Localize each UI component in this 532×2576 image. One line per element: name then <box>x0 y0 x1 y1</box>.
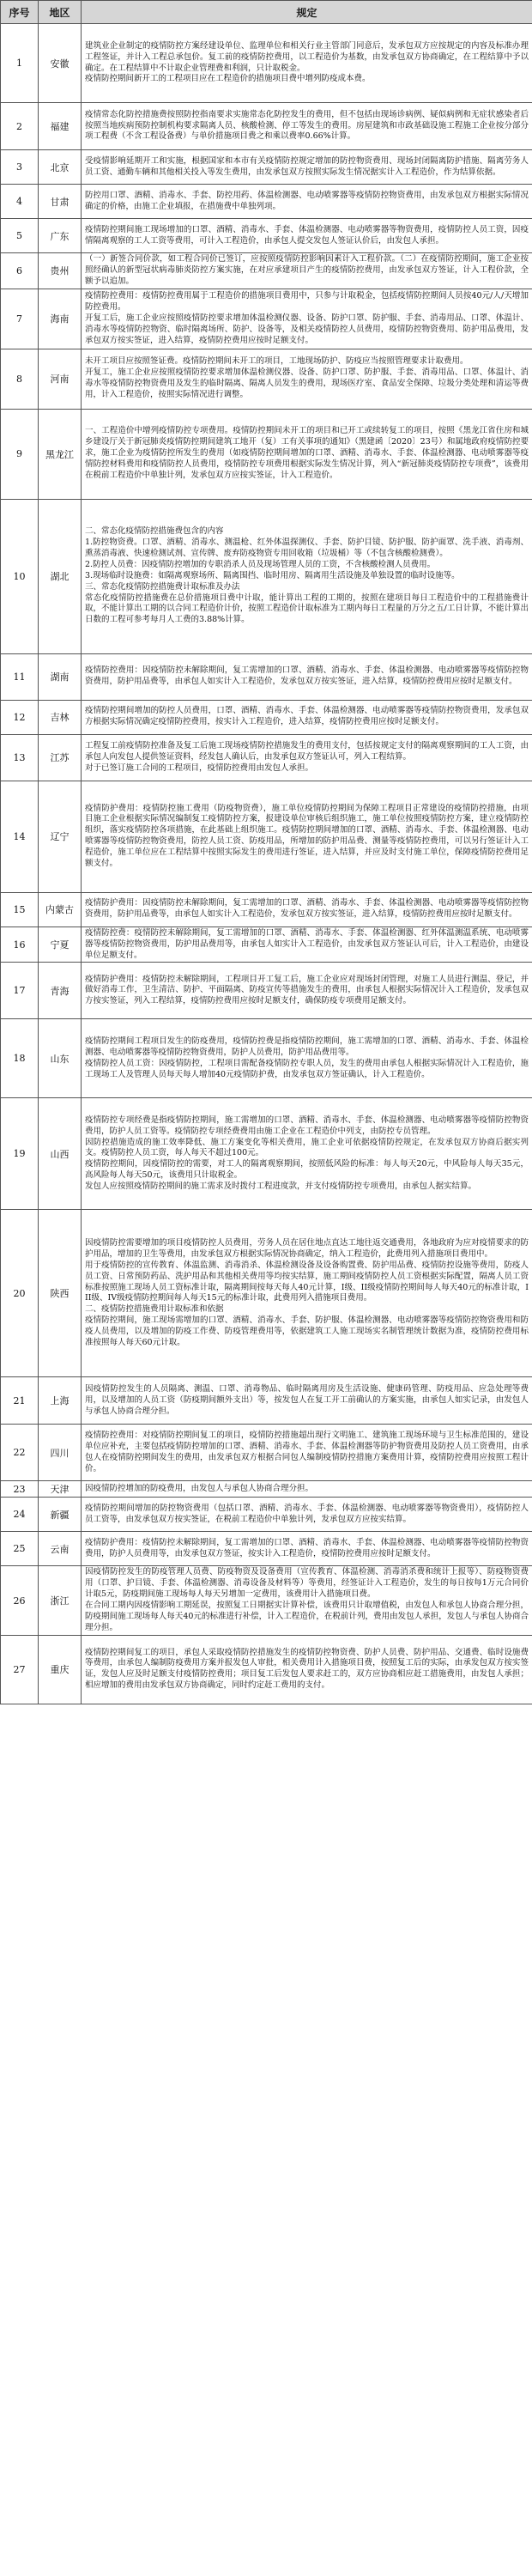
header-row <box>1 1 532 24</box>
table-row <box>1 1019 532 1098</box>
row-region: 湖南 <box>39 653 82 700</box>
row-rule <box>82 1098 532 1210</box>
row-number: 22 <box>1 1425 39 1481</box>
row-region: 黑龙江 <box>39 409 82 499</box>
row-number: 21 <box>1 1377 39 1425</box>
header-region: 地区 <box>39 1 82 24</box>
table-row <box>1 1635 532 1704</box>
row-rule <box>82 150 532 185</box>
row-region: 福建 <box>39 103 82 150</box>
row-rule <box>82 1498 532 1532</box>
rule-paragraph: 2.防控人员费：因疫情防控增加的专职消杀人员及现场管理人员的工资，不含核酸检测人员费用。 <box>85 559 436 569</box>
row-number: 19 <box>1 1098 39 1210</box>
rule-paragraph: 疫情防控费用：对疫情防控期间复工的项目，疫情防控措施超出现行文明施工、建筑施工现场环境与卫生标准范围的，建设单位应补充，主要包括疫情防控增加的口罩、酒精、消毒水、手套、体温检测器等防护物资费用及防控人员工资费用，由承包人在疫情防控期间发生的费用，由发承包双方根据合同包人编制疫情防控措施方案费用计算，疫情防控费用应按照工程计价。 <box>85 1431 529 1473</box>
row-rule <box>82 892 532 927</box>
row-rule <box>82 653 532 700</box>
table-row <box>1 1210 532 1377</box>
row-rule <box>82 185 532 219</box>
row-region: 四川 <box>39 1425 82 1481</box>
table-row <box>1 499 532 653</box>
row-number: 24 <box>1 1498 39 1532</box>
row-number: 9 <box>1 409 39 499</box>
row-number: 4 <box>1 185 39 219</box>
rule-paragraph: 发包人应按照疫情防控期间的施工需求及时拨付工程进度款，并支付疫情防控专项费用，由承包人据实结算。 <box>85 1182 477 1192</box>
table-row <box>1 349 532 409</box>
rule-paragraph: 常态化疫情防控措施费在总价措施项目费中计取，能计算出工程的工期的，按照在建项目每日工程造价中的工程措施费计取，不能计算出工期的以合同工程造价计价，按照工程造价计取标准为工期内每日工程量的万分之五/工日计算，不能计算出日数的工程可参考每月人工费的3.88%计算。 <box>85 592 529 625</box>
rule-paragraph: 二、常态化疫情防控措施费包含的内容 <box>85 526 224 537</box>
row-region: 北京 <box>39 150 82 185</box>
rule-paragraph: 对于已签订施工合同的工程项目，疫情防控费用由发包人承担。 <box>85 762 314 773</box>
row-region: 陕西 <box>39 1210 82 1377</box>
rule-paragraph: 建筑业企业制定的疫情防控方案经建设单位、监理单位和相关行业主管部门同意后，发承包双方应按规定的内容及标准办理工程签证，并计入工程总承包价。复工前的疫情防控费用，以工程造价为基数，由发承包双方协商确定，在工程结算中予以确定。在工程结算中不计取企业管理费和利润，只计取税金。 <box>85 40 529 73</box>
table-row <box>1 409 532 499</box>
rule-paragraph: 疫情防护费用：疫情防控施工费用（防疫物资费），施工单位疫情防控期间为保障工程项目正常建设的疫情防控措施，由项目施工企业根据实际情况编制复工疫情防控方案，报建设单位审核后组织施工，施工单位按照疫情防控方案，建立疫情防控组织，落实疫情防控各项措施，在此基础上组织施工。疫情防控期间增加的口罩、酒精、消毒水、手套、体温检测器、电动喷雾器等疫情防控物资费用，防控人员工资、防疫用品，所增加的防护用品费、测量等疫情防控费用，可以另行签证计入工程造价，施工单位应在工程结算中按照实际发生的费用进行签证，进入结算，并应及时支付施工单位，保障疫情防控费用足额支付。 <box>85 803 529 869</box>
rule-paragraph: 工程复工前疫情防控准备及复工后施工现场疫情防控措施发生的费用支付，包括按规定支付的隔离观察期间的工人工资，由承包人向发包人提供签证资料，经发包人确认后，由发承包双方签证认可，列入工程结算。 <box>85 740 529 762</box>
row-number: 23 <box>1 1481 39 1498</box>
rule-paragraph: 疫情防控费：疫情防控未解除期间，复工需增加的口罩、酒精、消毒水、手套、体温检测器、红外体温测温系统、电动喷雾器等疫情防控物资费用，防护用品费用等，由承包人如实计入工程造价，由发承包双方签证认可后，计入工程造价，由建设单位足额支付。 <box>85 927 529 960</box>
table-body <box>1 24 532 1704</box>
row-number: 6 <box>1 253 39 289</box>
row-rule <box>82 734 532 781</box>
table-row <box>1 781 532 892</box>
row-rule <box>82 1635 532 1704</box>
rule-paragraph: 开复工，施工企业应按照疫情防控要求增加体温检测仪器、设备、防护口罩、防护服、手套、消毒用品、口罩、体温计、消毒水等疫情防控物资费用及发生的临时隔离、隔离人员发生的费用，现场医疗室、食品安全保障、垃圾分类处理和清运等费用，计入工程造价，按照实际情况进行调整。 <box>85 368 529 400</box>
rule-paragraph: 用于疫情防控的宣传教育、体温监测、消毒消杀、体温检测设备及设备购置费、防护用品费、疫情防控设施等费用，防疫人员工资、日常预防药品、洗护用品和其他相关费用等均按实结算，施工期间疫情防控人员工资根据实际配置，隔离人员工资标准按照施工现场人员工资标准计取，隔离期间按每天每人40元计算，I级、II级疫情防控期间每人每天40元的标准计取，III级、IV级疫情防控期间每人每天15元的标准计取，此费用列入措施项目费用。 <box>85 1260 529 1303</box>
row-region: 山东 <box>39 1019 82 1098</box>
row-number: 3 <box>1 150 39 185</box>
row-rule <box>82 1566 532 1635</box>
row-number: 15 <box>1 892 39 927</box>
row-region: 内蒙古 <box>39 892 82 927</box>
rule-paragraph: 疫情防控费用：疫情防控费用属于工程造价的措施项目费用中，只参与计取税金，包括疫情防控期间人员按40元/人/天增加防控费用。 <box>85 290 529 312</box>
row-rule <box>82 1210 532 1377</box>
row-number: 26 <box>1 1566 39 1635</box>
row-number: 13 <box>1 734 39 781</box>
row-region: 新疆 <box>39 1498 82 1532</box>
row-rule <box>82 289 532 349</box>
row-region: 湖北 <box>39 499 82 653</box>
table-row <box>1 150 532 185</box>
row-rule <box>82 700 532 734</box>
rule-paragraph: 受疫情影响延期开工和实施，根据国家和本市有关疫情防控规定增加的防控物资费用、现场封闭隔离防护措施、隔离劳务人员工资、通勤车辆和其他相关投入等发生费用，由发承包双方按照实际发生情况据实计入工程造价，作为结算依据。 <box>85 155 529 177</box>
row-region: 江苏 <box>39 734 82 781</box>
rule-paragraph: 疫情防护费用：因疫情防控未解除期间，复工需增加的口罩、酒精、消毒水、手套、体温检测器、电动喷雾器等疫情防控物资费用，防护用品费等，由承包人如实计入工程造价，发承包双方按实签证，进入结算，疫情防控费用应按时足额支付。 <box>85 898 529 920</box>
row-rule <box>82 219 532 253</box>
rule-paragraph: 开复工后，施工企业应按照疫情防控要求增加体温检测仪器、设备、防护口罩、防护服、手套、消毒用品、口罩、体温计、消毒水等疫情防控物资、临时隔离场所、防护、设备等，及相关疫情防控人员费用，疫情防控物资费用、防护用品费用，发承包双方按实签证，进入结算，疫情防控费用应按时足额支付。 <box>85 313 529 345</box>
rule-paragraph: 疫情防控期间增加的防控物资费用（包括口罩、酒精、消毒水、手套、体温检测器、电动喷雾器等物资费用），疫情防控人员工资等，由发承包双方按实签证，在税前工程造价中单独计列，发承包双方应按实结算。 <box>85 1504 529 1524</box>
table-row <box>1 927 532 963</box>
rule-paragraph: （一）新签合同价款，如工程合同价已签订，应按照疫情防控影响因素计入工程价款。（二）在疫情防控期间，施工企业按照经确认的新型冠状病毒肺炎防控方案实施，在对应承建项目产生的疫情防控费用，由发承包双方签证，计入工程价款，全额予以追加。 <box>85 254 529 286</box>
row-number: 20 <box>1 1210 39 1377</box>
table-row <box>1 1498 532 1532</box>
row-rule <box>82 499 532 653</box>
rule-paragraph: 疫情防控期间工程项目发生的防疫费用，疫情防控费是指疫情防控期间，施工需增加的口罩、酒精、消毒水、手套、体温检测器、电动喷雾器等疫情防控物资费用，防护人员费用，防护用品费用等。 <box>85 1036 529 1058</box>
row-rule <box>82 1019 532 1098</box>
row-number: 25 <box>1 1532 39 1566</box>
table-row <box>1 1425 532 1481</box>
row-region: 安徽 <box>39 24 82 103</box>
table-row <box>1 289 532 349</box>
row-region: 贵州 <box>39 253 82 289</box>
table-row <box>1 219 532 253</box>
rule-paragraph: 三、常态化疫情防控措施费计取标准及办法 <box>85 581 240 592</box>
rule-paragraph: 在合同工期内因疫情影响工期延误，按照复工日期据实计算补偿，该费用只计取增值税，由发包人和承包人协商合理分担，防疫期间施工现场每人每天40元的标准进行补偿，计入工程造价，在税前计列，费用由发包人承担，发包人与承包人协商合理分担。 <box>85 1601 529 1632</box>
row-number: 10 <box>1 499 39 653</box>
row-region: 青海 <box>39 963 82 1019</box>
row-number: 1 <box>1 24 39 103</box>
table-row <box>1 24 532 103</box>
rule-paragraph: 疫情防控期间，施工现场需增加的口罩、酒精、消毒水、手套、防护服、体温检测器、电动喷雾器等疫情防控物资费用和防疫人员费用，以及增加的防疫工作费、防疫管理费用等，依据建筑工人施工现场实名制管理统计数据为准，疫情防控费用标准按照每人每天60元计取。 <box>85 1315 529 1348</box>
row-region: 浙江 <box>39 1566 82 1635</box>
row-rule <box>82 963 532 1019</box>
rule-paragraph: 防控用口罩、酒精、消毒水、手套、防控用药、体温检测器、电动喷雾器等疫情防控物资费用，由发承包双方根据实际情况确定的价格，由施工企业填报，在措施费中单独列项。 <box>85 190 529 211</box>
row-rule <box>82 1377 532 1425</box>
table-row <box>1 1098 532 1210</box>
row-region: 宁夏 <box>39 927 82 963</box>
row-region: 天津 <box>39 1481 82 1498</box>
row-number: 7 <box>1 289 39 349</box>
table-row <box>1 1481 532 1498</box>
table-row <box>1 653 532 700</box>
row-rule <box>82 1481 532 1498</box>
row-region: 吉林 <box>39 700 82 734</box>
rule-paragraph: 疫情防控费用：因疫情防控未解除期间，复工需增加的口罩、酒精、消毒水、手套、体温检测器、电动喷雾器等疫情防控物资费用，防护用品费等，由承包人如实计入工程造价，发承包双方按实签证，进入结算，疫情防控费用应按时足额支付。 <box>85 665 529 687</box>
rule-paragraph: 疫情防护费用：疫情防控未解除期间，工程项目开工复工后，施工企业应对现场封闭管理，对施工人员进行测温、登记，并做好消毒工作，卫生清洁、防护、平面隔离、防疫宣传等措施发生的费用，由承包人根据实际情况计入工程造价，发承包双方按实签证，列入工程结算，疫情防控费用应按时足额支付，确保防疫专项费用足额支付。 <box>85 974 529 1006</box>
row-rule <box>82 781 532 892</box>
rule-paragraph: 疫情防控期间复工的项目，承包人采取疫情防控措施发生的疫情防控物资费、防护人员费、防护用品、交通费、临时设施费等费用，由承包人编制防疫费用方案并报发包人审批，相关费用计入措施项目费，按照复工后的实际，由承发包双方按实签证，发包人应及时足额支付疫情防控费用；项目复工后发包人要求赶工的，双方应协商相应赶工措施费用，由发包人承担；相应增加的费用由发承包双方协商确定，同时约定赶工费用的支付。 <box>85 1647 529 1691</box>
rule-paragraph: 因防控措施造成的施工效率降低、施工方案变化等相关费用，施工企业可依据疫情防控规定，在发承包双方协商后据实列支。疫情防控人员工资，每人每天不超过100元。 <box>85 1137 529 1158</box>
header-rule: 规定 <box>82 1 532 24</box>
rule-paragraph: 未开工项目应按照签证费。疫情防控期间未开工的项目，工地现场防护、防疫应当按照管理要求计取费用。 <box>85 356 469 367</box>
rule-paragraph: 疫情防控期间，因疫情防控的需要，对工人的隔离观察期间，按照低风险的标准：每人每天20元，中风险每人每天35元，高风险每人每天50元，该费用只计取税金。 <box>85 1159 529 1181</box>
table-row <box>1 963 532 1019</box>
rule-paragraph: 疫情防控期间施工现场增加的口罩、酒精、消毒水、手套、体温检测器、电动喷雾器等物资费用，疫情防控人员工资，因疫情隔离观察的工人工资等费用，可计入工程造价，由承包人提交发包人签证认价后，由发包人承担。 <box>85 224 529 246</box>
table-row <box>1 1566 532 1635</box>
table-row <box>1 1377 532 1425</box>
rule-paragraph: 疫情常态化防控措施费按照防控指南要求实施常态化防控发生的费用，但不包括由现场诊病例、疑似病例和无症状感染者后按照当地疾病预防控制机构要求隔离人员、核酸检测、停工等发生的费用。房屋建筑和市政基础设施工程施工企业按分部分项工程费（不含工程设备费）与单价措施项目费之和乘以费率0.66%计算。 <box>85 109 529 142</box>
row-rule <box>82 349 532 409</box>
rule-paragraph: 疫情防控期间增加的防控人员费用，口罩、酒精、消毒水、手套、体温检测器、电动喷雾器等疫情防控物资费用，发承包双方根据实际情况确定疫情防控费用，按实计入工程造价，进入结算，疫情防控费用应按时足额支付。 <box>85 706 529 727</box>
table-row <box>1 892 532 927</box>
row-rule <box>82 409 532 499</box>
table-row <box>1 185 532 219</box>
rule-paragraph: 疫情防控人员工资：因疫情防控，工程项目需配备疫情防控专职人员，发生的费用由承包人根据实际情况计入工程造价，施工现场工人及管理人员每天每人增加40元疫情防护费，由发承包双方签证确认，计入工程造价。 <box>85 1058 529 1079</box>
row-number: 14 <box>1 781 39 892</box>
rule-paragraph: 一、工程造价中增列疫情防控专项费用。疫情防控期间未开工的项目和已开工或续转复工的项目，按照《黑龙江省住房和城乡建设厅关于新冠肺炎疫情防控期间建筑工地开（复）工有关事项的通知》（黑建函〔2020〕23号）和属地政府疫情防控要求，施工企业为疫情防控所发生的费用（如疫情防控期间增加的口罩、酒精、消毒水、手套、体温检测器、电动喷雾器等疫情防控材料费用和疫情防控人员费用，疫情防控专项费用根据实际发生情况计算，列入“新冠肺炎疫情防控专项费”，该费用在税前工程造价中单独计列，发承包双方应按实签证，计入工程造价。 <box>85 426 529 481</box>
row-rule <box>82 1425 532 1481</box>
table-row <box>1 1532 532 1566</box>
row-rule <box>82 24 532 103</box>
row-region: 甘肃 <box>39 185 82 219</box>
row-region: 山西 <box>39 1098 82 1210</box>
rule-paragraph: 因疫情防控发生的人员隔离、测温、口罩、消毒物品、临时隔离用房及生活设施、健康码管理、防疫用品、应急处理等费用，以及增加的人员工资（防疫期间额外支出）等，按发包人在复工开工前确认的方案实施，由承包人如实记录，由发包人与承包人协商合理分担。 <box>85 1384 529 1416</box>
rule-paragraph: 二、疫情防控措施费用计取标准和依据 <box>85 1304 224 1315</box>
rule-paragraph: 疫情防护费用：疫情防控未解除期间，复工需增加的口罩、酒精、消毒水、手套、体温检测器、电动喷雾器等疫情防控物资费用，防护人员费用等，由发承包双方签证，按实计入工程造价，疫情防控费用应按时足额支付。 <box>85 1538 529 1558</box>
table-row <box>1 103 532 150</box>
rule-paragraph: 因疫情防控需要增加的项目疫情防控人员费用，劳务人员在居住地点直达工地往返交通费用，各地政府为应对疫情要求的防护用品，增加的卫生等费用，由发承包双方根据实际情况协商确定，纳入工程造价，此费用列入措施项目费用中。 <box>85 1237 529 1259</box>
row-rule <box>82 253 532 289</box>
row-region: 河南 <box>39 349 82 409</box>
row-rule <box>82 927 532 963</box>
row-number: 16 <box>1 927 39 963</box>
rule-paragraph: 3.现场临时设施费：如隔离观察场所、隔离围挡、临时用房、隔离用生活设施及单独设置的临时设施等。 <box>85 570 460 580</box>
table-row <box>1 253 532 289</box>
row-number: 27 <box>1 1635 39 1704</box>
row-number: 2 <box>1 103 39 150</box>
row-number: 8 <box>1 349 39 409</box>
table-row <box>1 734 532 781</box>
rule-paragraph: 因疫情防控增加的防疫费用，由发包人与承包人协商合理分担。 <box>85 1483 314 1493</box>
row-region: 上海 <box>39 1377 82 1425</box>
row-number: 18 <box>1 1019 39 1098</box>
rule-paragraph: 因疫情防控发生的防疫管理人员费、防疫物资及设备费用（宣传教育、体温检测、消毒消杀费和统计上报等）、防疫物资费用（口罩、护目镜、手套、体温检测器、消毒设备及材料等）等费用，经签证计入工程造价，发生的每日按每1万元合同价计取5元，防疫期间施工现场每人每天另增加一定费用，该费用计入措施项目费。 <box>85 1567 529 1600</box>
table-row <box>1 700 532 734</box>
rule-paragraph: 疫情防控期间新开工的工程项目应在工程造价的措施项目费中增列防疫成本费。 <box>85 74 371 84</box>
header-no: 序号 <box>1 1 39 24</box>
row-region: 海南 <box>39 289 82 349</box>
row-number: 11 <box>1 653 39 700</box>
row-number: 17 <box>1 963 39 1019</box>
row-number: 12 <box>1 700 39 734</box>
row-rule <box>82 103 532 150</box>
row-region: 云南 <box>39 1532 82 1566</box>
row-number: 5 <box>1 219 39 253</box>
row-region: 广东 <box>39 219 82 253</box>
row-region: 辽宁 <box>39 781 82 892</box>
rule-paragraph: 疫情防控专项经费是指疫情防控期间，施工需增加的口罩、酒精、消毒水、手套、体温检测器、电动喷雾器等疫情防控物资费用，防护人员工资等。疫情防控专项经费费用由施工企业在工程造价中列支，由防控专员管理。 <box>85 1115 529 1136</box>
rule-paragraph: 1.防控物资费。口罩、酒精、消毒水、测温枪、红外体温探测仪、手套、防护目镜、防护服、防护面罩、洗手液、消毒剂、熏蒸消毒液、快速检测试剂、宣传牌、废弃防疫物资专用回收箱（垃圾桶）等（不包含核酸检测费）。 <box>85 538 529 558</box>
row-rule <box>82 1532 532 1566</box>
row-region: 重庆 <box>39 1635 82 1704</box>
